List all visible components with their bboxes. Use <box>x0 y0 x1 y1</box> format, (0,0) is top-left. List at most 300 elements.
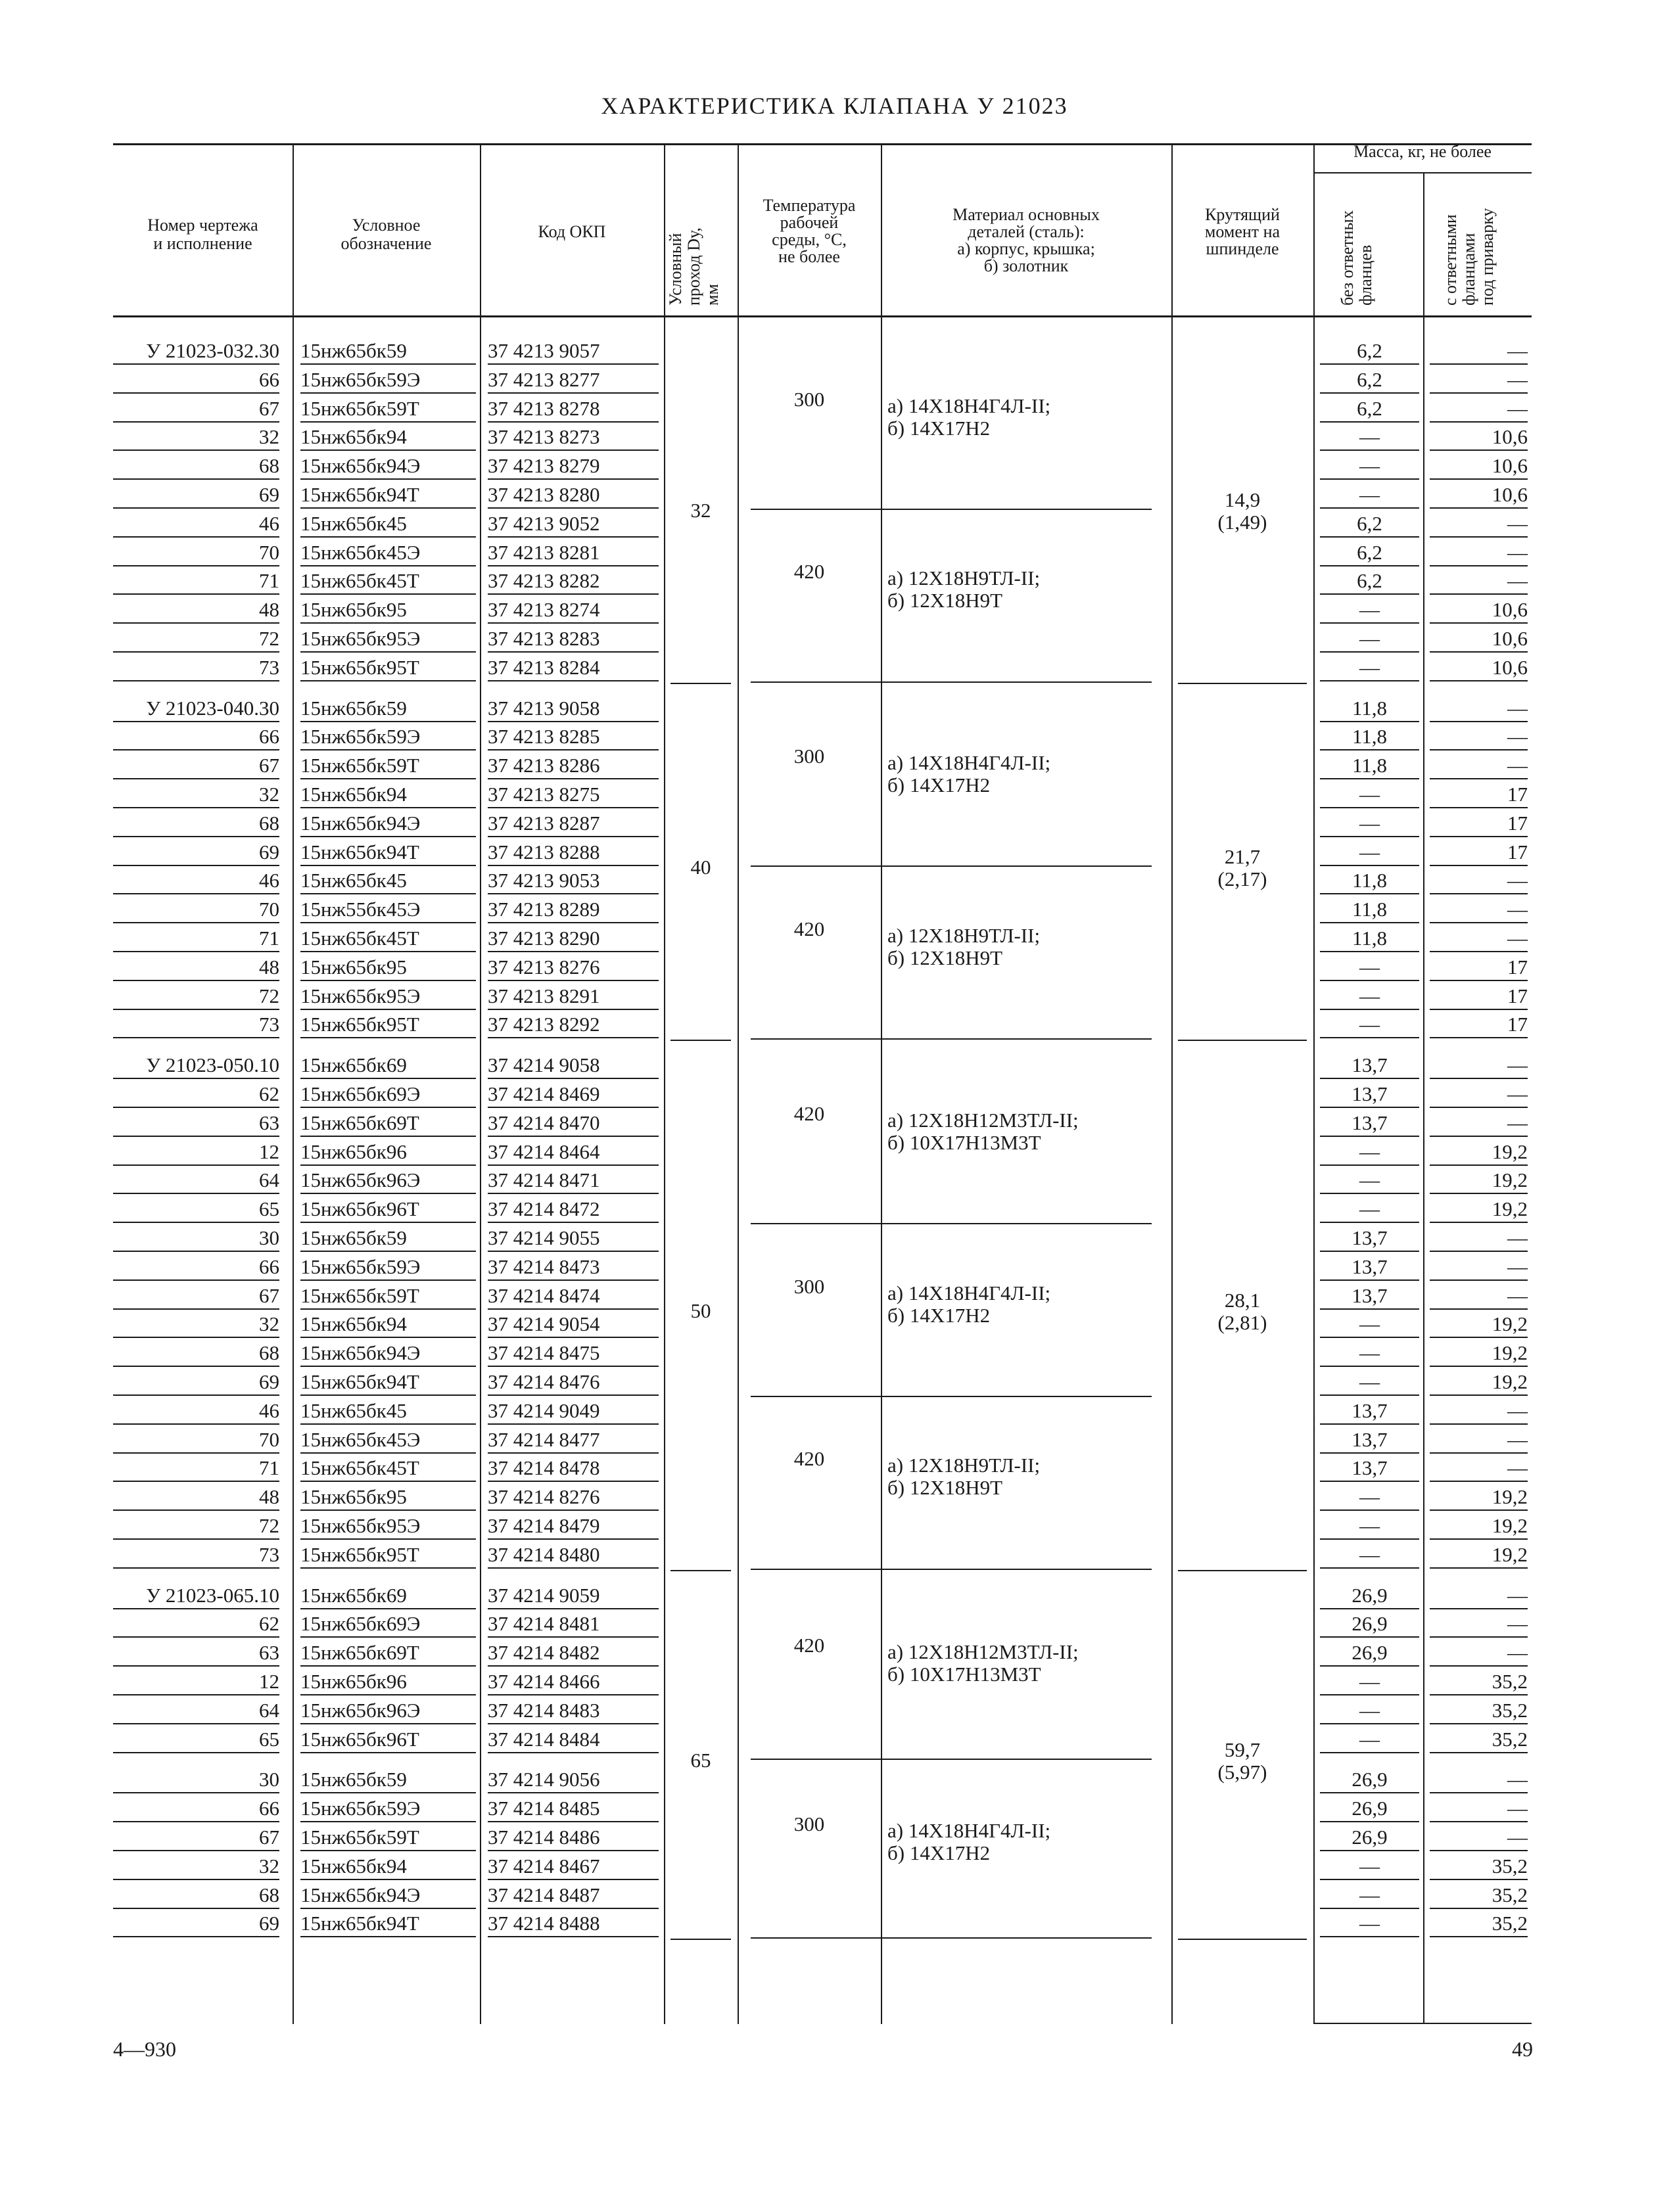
okp-code: 37 4213 8285 <box>488 724 659 750</box>
designation: 15нж65бк45Э <box>300 540 476 566</box>
nominal-diameter: 32 <box>690 498 711 522</box>
temperature: 420 <box>793 1101 825 1125</box>
header-torque: Крутящий <box>1205 205 1280 224</box>
mass-with-flanges: 10,6 <box>1430 597 1528 624</box>
drawing-number: 73 <box>113 1542 279 1569</box>
mass-with-flanges: 10,6 <box>1430 482 1528 509</box>
material-body: а) 12Х18Н9ТЛ-II; <box>887 923 1041 947</box>
column-divider <box>293 143 294 2024</box>
designation: 15нж65бк95Т <box>300 1542 476 1569</box>
drawing-number: 66 <box>113 1255 279 1281</box>
material-body: а) 14Х18Н4Г4Л-II; <box>887 1281 1051 1304</box>
header-nominal-diameter: Условный <box>666 233 685 306</box>
drawing-number: 69 <box>113 1370 279 1396</box>
subgroup-rule <box>751 1038 1152 1040</box>
designation: 15нж65бк45 <box>300 868 476 894</box>
drawing-number: У 21023-040.30 <box>113 696 279 722</box>
mass-with-flanges: 35,2 <box>1430 1727 1528 1753</box>
mass-with-flanges: 17 <box>1430 782 1528 808</box>
okp-code: 37 4213 9058 <box>488 696 659 722</box>
designation: 15нж65бк95Э <box>300 984 476 1010</box>
subgroup-rule <box>751 509 1152 510</box>
mass-without-flanges: — <box>1320 1513 1419 1540</box>
mass-without-flanges: 11,8 <box>1320 926 1419 952</box>
drawing-number: 67 <box>113 396 279 423</box>
mass-without-flanges: — <box>1320 453 1419 480</box>
okp-code: 37 4214 8477 <box>488 1427 659 1454</box>
mass-with-flanges: — <box>1430 1398 1528 1425</box>
mass-with-flanges: 17 <box>1430 840 1528 866</box>
designation: 15нж65бк59Э <box>300 724 476 750</box>
designation: 15нж65бк69 <box>300 1053 476 1079</box>
okp-code: 37 4213 8280 <box>488 482 659 509</box>
header-mass: Масса, кг, не более <box>1353 142 1492 161</box>
mass-without-flanges: — <box>1320 626 1419 653</box>
drawing-number: 67 <box>113 753 279 779</box>
header-material: б) золотник <box>983 256 1069 275</box>
designation: 15нж55бк45Э <box>300 897 476 923</box>
mass-with-flanges: — <box>1430 540 1528 566</box>
mass-without-flanges: 13,7 <box>1320 1111 1419 1137</box>
temperature: 420 <box>793 917 825 940</box>
mass-with-flanges: 19,2 <box>1430 1485 1528 1511</box>
designation: 15нж65бк94Э <box>300 453 476 480</box>
drawing-number: 68 <box>113 1883 279 1909</box>
okp-code: 37 4214 8469 <box>488 1082 659 1108</box>
mass-without-flanges: 26,9 <box>1320 1825 1419 1851</box>
page-number: 49 <box>1512 2037 1533 2061</box>
designation: 15нж65бк95 <box>300 955 476 981</box>
designation: 15нж65бк45Т <box>300 568 476 595</box>
mass-with-flanges: 19,2 <box>1430 1140 1528 1166</box>
mass-without-flanges: 26,9 <box>1320 1640 1419 1667</box>
mass-without-flanges: 11,8 <box>1320 868 1419 894</box>
mass-with-flanges: 35,2 <box>1430 1854 1528 1880</box>
designation: 15нж65бк59Т <box>300 753 476 779</box>
okp-code: 37 4214 8479 <box>488 1513 659 1540</box>
mass-without-flanges: 13,7 <box>1320 1226 1419 1252</box>
mass-with-flanges: — <box>1430 1583 1528 1609</box>
designation: 15нж65бк59 <box>300 1767 476 1793</box>
drawing-number: 64 <box>113 1698 279 1724</box>
drawing-number: 12 <box>113 1669 279 1695</box>
designation: 15нж65бк45Т <box>300 1456 476 1482</box>
designation: 15нж65бк94 <box>300 1854 476 1880</box>
material-body: а) 14Х18Н4Г4Л-II; <box>887 1818 1051 1842</box>
header-mass-with-flanges: с ответными <box>1441 214 1460 306</box>
mass-with-flanges: — <box>1430 511 1528 538</box>
okp-code: 37 4213 8279 <box>488 453 659 480</box>
drawing-number: 12 <box>113 1140 279 1166</box>
designation: 15нж65бк69Э <box>300 1082 476 1108</box>
mass-without-flanges: 6,2 <box>1320 367 1419 394</box>
header-designation: обозначение <box>341 234 432 253</box>
group-rule <box>1178 1040 1307 1041</box>
material-spool: б) 14Х17Н2 <box>887 773 991 797</box>
mass-with-flanges: 17 <box>1430 955 1528 981</box>
mass-header-rule <box>1313 172 1532 173</box>
header-temperature: не более <box>778 247 840 266</box>
drawing-number: 69 <box>113 1911 279 1937</box>
okp-code: 37 4213 8277 <box>488 367 659 394</box>
header-mass-without-flanges: без ответных <box>1338 210 1357 306</box>
designation: 15нж65бк94 <box>300 782 476 808</box>
column-divider <box>1313 143 1315 2024</box>
material-body: а) 12Х18Н9ТЛ-II; <box>887 566 1041 590</box>
mass-without-flanges: — <box>1320 1911 1419 1937</box>
okp-code: 37 4214 9055 <box>488 1226 659 1252</box>
mass-without-flanges: 6,2 <box>1320 568 1419 595</box>
okp-code: 37 4213 9057 <box>488 338 659 365</box>
designation: 15нж65бк45 <box>300 511 476 538</box>
material-spool: б) 12Х18Н9Т <box>887 1476 1003 1500</box>
torque-value: 14,9 <box>1224 488 1261 511</box>
drawing-number: 68 <box>113 1341 279 1367</box>
torque-value-alt: (2,17) <box>1217 867 1267 891</box>
mass-with-flanges: 17 <box>1430 984 1528 1010</box>
okp-code: 37 4214 9049 <box>488 1398 659 1425</box>
mass-with-flanges: — <box>1430 696 1528 722</box>
okp-code: 37 4213 9052 <box>488 511 659 538</box>
mass-without-flanges: 13,7 <box>1320 1283 1419 1310</box>
header-mass-with-flanges: под приварку <box>1478 208 1497 306</box>
okp-code: 37 4214 8482 <box>488 1640 659 1667</box>
designation: 15нж65бк95Э <box>300 1513 476 1540</box>
mass-without-flanges: — <box>1320 1727 1419 1753</box>
group-rule <box>670 1040 731 1041</box>
okp-code: 37 4213 8275 <box>488 782 659 808</box>
mass-with-flanges: 19,2 <box>1430 1197 1528 1223</box>
mass-with-flanges: — <box>1430 568 1528 595</box>
mass-without-flanges: — <box>1320 984 1419 1010</box>
mass-without-flanges: — <box>1320 1698 1419 1724</box>
header-temperature: среды, °С, <box>772 230 847 249</box>
header-nominal-diameter: мм <box>703 284 722 306</box>
drawing-number: 63 <box>113 1640 279 1667</box>
nominal-diameter: 65 <box>690 1749 711 1772</box>
drawing-number: У 21023-050.10 <box>113 1053 279 1079</box>
okp-code: 37 4214 8487 <box>488 1883 659 1909</box>
mass-with-flanges: — <box>1430 1082 1528 1108</box>
drawing-number: 66 <box>113 724 279 750</box>
material-body: а) 12Х18Н12М3ТЛ-II; <box>887 1108 1079 1132</box>
subgroup-rule <box>751 1759 1152 1760</box>
designation: 15нж65бк69Т <box>300 1111 476 1137</box>
drawing-number: У 21023-065.10 <box>113 1583 279 1609</box>
okp-code: 37 4213 8292 <box>488 1012 659 1038</box>
designation: 15нж65бк94Т <box>300 1911 476 1937</box>
designation: 15нж65бк95Э <box>300 626 476 653</box>
mass-with-flanges: — <box>1430 1111 1528 1137</box>
designation: 15нж65бк96 <box>300 1140 476 1166</box>
mass-with-flanges: 19,2 <box>1430 1341 1528 1367</box>
designation: 15нж65бк45Т <box>300 926 476 952</box>
header-drawing-number: Номер чертежа <box>147 216 258 235</box>
mass-with-flanges: 35,2 <box>1430 1669 1528 1695</box>
material-spool: б) 12Х18Н9Т <box>887 946 1003 969</box>
mass-without-flanges: — <box>1320 1341 1419 1367</box>
header-mass-with-flanges: фланцами <box>1459 233 1478 306</box>
mass-with-flanges: 35,2 <box>1430 1911 1528 1937</box>
okp-code: 37 4214 8466 <box>488 1669 659 1695</box>
mass-without-flanges: 13,7 <box>1320 1456 1419 1482</box>
mass-with-flanges: — <box>1430 396 1528 423</box>
drawing-number: 65 <box>113 1727 279 1753</box>
temperature: 300 <box>793 1812 825 1835</box>
drawing-number: 72 <box>113 626 279 653</box>
designation: 15нж65бк94Э <box>300 811 476 837</box>
group-rule <box>670 683 731 684</box>
drawing-number: 32 <box>113 1854 279 1880</box>
okp-code: 37 4213 8276 <box>488 955 659 981</box>
drawing-number: 30 <box>113 1226 279 1252</box>
okp-code: 37 4213 8288 <box>488 840 659 866</box>
mass-without-flanges: — <box>1320 1542 1419 1569</box>
drawing-number: 71 <box>113 568 279 595</box>
designation: 15нж65бк96Т <box>300 1727 476 1753</box>
drawing-number: 70 <box>113 897 279 923</box>
mass-without-flanges: 26,9 <box>1320 1583 1419 1609</box>
okp-code: 37 4213 8278 <box>488 396 659 423</box>
designation: 15нж65бк59 <box>300 696 476 722</box>
designation: 15нж65бк45Э <box>300 1427 476 1454</box>
designation: 15нж65бк94Э <box>300 1341 476 1367</box>
okp-code: 37 4214 8481 <box>488 1611 659 1638</box>
mass-without-flanges: 6,2 <box>1320 396 1419 423</box>
okp-code: 37 4214 9059 <box>488 1583 659 1609</box>
mass-without-flanges: 6,2 <box>1320 511 1419 538</box>
drawing-number: 69 <box>113 840 279 866</box>
subgroup-rule <box>751 1396 1152 1397</box>
column-divider <box>881 143 882 2024</box>
designation: 15нж65бк94 <box>300 425 476 451</box>
mass-with-flanges: — <box>1430 1283 1528 1310</box>
torque-value-alt: (2,81) <box>1217 1311 1267 1335</box>
temperature: 420 <box>793 560 825 584</box>
mass-without-flanges: — <box>1320 840 1419 866</box>
mass-with-flanges: — <box>1430 338 1528 365</box>
mass-with-flanges: — <box>1430 753 1528 779</box>
header-material: а) корпус, крышка; <box>957 239 1095 258</box>
material-spool: б) 10Х17Н13М3Т <box>887 1662 1041 1686</box>
mass-without-flanges: — <box>1320 955 1419 981</box>
designation: 15нж65бк96Т <box>300 1197 476 1223</box>
mass-without-flanges: 6,2 <box>1320 338 1419 365</box>
material-body: а) 12Х18Н12М3ТЛ-II; <box>887 1640 1079 1663</box>
mass-with-flanges: 17 <box>1430 811 1528 837</box>
material-spool: б) 12Х18Н9Т <box>887 589 1003 612</box>
designation: 15нж65бк59 <box>300 338 476 365</box>
okp-code: 37 4214 8476 <box>488 1370 659 1396</box>
group-rule <box>1178 1939 1307 1940</box>
mass-without-flanges: — <box>1320 1370 1419 1396</box>
material-body: а) 12Х18Н9ТЛ-II; <box>887 1454 1041 1477</box>
okp-code: 37 4214 8464 <box>488 1140 659 1166</box>
mass-with-flanges: 35,2 <box>1430 1698 1528 1724</box>
drawing-number: 46 <box>113 1398 279 1425</box>
okp-code: 37 4214 8471 <box>488 1168 659 1194</box>
material-spool: б) 10Х17Н13М3Т <box>887 1130 1041 1154</box>
header-designation: Условное <box>352 216 421 235</box>
torque-value-alt: (5,97) <box>1217 1761 1267 1784</box>
material-body: а) 14Х18Н4Г4Л-II; <box>887 751 1051 775</box>
designation: 15нж65бк96Э <box>300 1698 476 1724</box>
mass-with-flanges: — <box>1430 1611 1528 1638</box>
designation: 15нж65бк45 <box>300 1398 476 1425</box>
header-drawing-number: и исполнение <box>153 234 252 253</box>
mass-without-flanges: — <box>1320 482 1419 509</box>
material-spool: б) 14Х17Н2 <box>887 416 991 440</box>
drawing-number: 68 <box>113 811 279 837</box>
mass-with-flanges: 19,2 <box>1430 1312 1528 1338</box>
okp-code: 37 4214 8486 <box>488 1825 659 1851</box>
header-nominal-diameter: проход Dу, <box>684 227 703 306</box>
mass-without-flanges: — <box>1320 811 1419 837</box>
mass-without-flanges: — <box>1320 1197 1419 1223</box>
mass-without-flanges: — <box>1320 1140 1419 1166</box>
nominal-diameter: 50 <box>690 1299 711 1323</box>
mass-with-flanges: — <box>1430 1456 1528 1482</box>
designation: 15нж65бк95Т <box>300 1012 476 1038</box>
drawing-number: 71 <box>113 926 279 952</box>
group-rule <box>1178 1570 1307 1571</box>
subgroup-rule <box>751 1569 1152 1570</box>
designation: 15нж65бк59Т <box>300 1825 476 1851</box>
designation: 15нж65бк96Э <box>300 1168 476 1194</box>
designation: 15нж65бк95 <box>300 597 476 624</box>
designation: 15нж65бк94Т <box>300 1370 476 1396</box>
subgroup-rule <box>751 1223 1152 1224</box>
subgroup-rule <box>751 1937 1152 1939</box>
okp-code: 37 4214 8483 <box>488 1698 659 1724</box>
okp-code: 37 4214 8276 <box>488 1485 659 1511</box>
group-rule <box>670 1939 731 1940</box>
mass-without-flanges: — <box>1320 425 1419 451</box>
header-material: Материал основных <box>952 205 1100 224</box>
drawing-number: 46 <box>113 868 279 894</box>
mass-without-flanges: 11,8 <box>1320 696 1419 722</box>
torque-value: 28,1 <box>1224 1289 1261 1312</box>
header-torque: шпинделе <box>1206 239 1279 258</box>
drawing-number: 46 <box>113 511 279 538</box>
header-mass-without-flanges: фланцев <box>1356 244 1375 306</box>
drawing-number: У 21023-032.30 <box>113 338 279 365</box>
mass-without-flanges: — <box>1320 1883 1419 1909</box>
drawing-number: 66 <box>113 1796 279 1822</box>
mass-without-flanges: 6,2 <box>1320 540 1419 566</box>
temperature: 300 <box>793 745 825 768</box>
drawing-number: 73 <box>113 655 279 681</box>
okp-code: 37 4214 8473 <box>488 1255 659 1281</box>
mass-without-flanges: 26,9 <box>1320 1767 1419 1793</box>
mass-without-flanges: — <box>1320 782 1419 808</box>
column-divider <box>664 143 665 2024</box>
okp-code: 37 4214 8470 <box>488 1111 659 1137</box>
header-okp-code: Код ОКП <box>538 222 606 241</box>
okp-code: 37 4213 8281 <box>488 540 659 566</box>
designation: 15нж65бк69 <box>300 1583 476 1609</box>
temperature: 300 <box>793 1274 825 1298</box>
mass-without-flanges: — <box>1320 597 1419 624</box>
mass-without-flanges: 13,7 <box>1320 1255 1419 1281</box>
mass-with-flanges: 19,2 <box>1430 1370 1528 1396</box>
mass-without-flanges: — <box>1320 1312 1419 1338</box>
mass-without-flanges: 26,9 <box>1320 1796 1419 1822</box>
drawing-number: 70 <box>113 540 279 566</box>
designation: 15нж65бк95Т <box>300 655 476 681</box>
mass-with-flanges: 35,2 <box>1430 1883 1528 1909</box>
mass-with-flanges: 10,6 <box>1430 655 1528 681</box>
designation: 15нж65бк69Э <box>300 1611 476 1638</box>
okp-code: 37 4214 8480 <box>488 1542 659 1569</box>
drawing-number: 70 <box>113 1427 279 1454</box>
mass-with-flanges: 19,2 <box>1430 1168 1528 1194</box>
mass-with-flanges: — <box>1430 1053 1528 1079</box>
mass-with-flanges: — <box>1430 1226 1528 1252</box>
mass-with-flanges: 10,6 <box>1430 425 1528 451</box>
designation: 15нж65бк94Э <box>300 1883 476 1909</box>
mass-with-flanges: — <box>1430 1640 1528 1667</box>
mass-without-flanges: 26,9 <box>1320 1611 1419 1638</box>
header-material: деталей (сталь): <box>968 222 1085 241</box>
drawing-number: 71 <box>113 1456 279 1482</box>
okp-code: 37 4214 8485 <box>488 1796 659 1822</box>
header-temperature: Температура <box>763 196 856 215</box>
drawing-number: 64 <box>113 1168 279 1194</box>
group-rule <box>670 1570 731 1571</box>
mass-without-flanges: 13,7 <box>1320 1053 1419 1079</box>
mass-bottom-rule <box>1313 2023 1532 2024</box>
designation: 15нж65бк59 <box>300 1226 476 1252</box>
material-spool: б) 14Х17Н2 <box>887 1841 991 1864</box>
mass-without-flanges: 11,8 <box>1320 724 1419 750</box>
mass-with-flanges: — <box>1430 1427 1528 1454</box>
drawing-number: 65 <box>113 1197 279 1223</box>
mass-with-flanges: 10,6 <box>1430 453 1528 480</box>
okp-code: 37 4213 8290 <box>488 926 659 952</box>
column-divider <box>738 143 739 2024</box>
okp-code: 37 4214 8478 <box>488 1456 659 1482</box>
okp-code: 37 4214 8475 <box>488 1341 659 1367</box>
drawing-number: 32 <box>113 782 279 808</box>
header-bottom-rule <box>113 315 1532 317</box>
designation: 15нж65бк59Т <box>300 1283 476 1310</box>
okp-code: 37 4214 8474 <box>488 1283 659 1310</box>
designation: 15нж65бк69Т <box>300 1640 476 1667</box>
drawing-number: 32 <box>113 1312 279 1338</box>
mass-with-flanges: — <box>1430 724 1528 750</box>
okp-code: 37 4213 9053 <box>488 868 659 894</box>
mass-with-flanges: 17 <box>1430 1012 1528 1038</box>
designation: 15нж65бк94 <box>300 1312 476 1338</box>
mass-without-flanges: — <box>1320 1669 1419 1695</box>
drawing-number: 73 <box>113 1012 279 1038</box>
mass-without-flanges: 13,7 <box>1320 1398 1419 1425</box>
drawing-number: 68 <box>113 453 279 480</box>
okp-code: 37 4213 8287 <box>488 811 659 837</box>
okp-code: 37 4213 8283 <box>488 626 659 653</box>
drawing-number: 48 <box>113 1485 279 1511</box>
mass-without-flanges: — <box>1320 655 1419 681</box>
column-divider <box>1423 172 1424 2024</box>
mass-with-flanges: — <box>1430 897 1528 923</box>
okp-code: 37 4213 8274 <box>488 597 659 624</box>
mass-with-flanges: — <box>1430 1796 1528 1822</box>
okp-code: 37 4213 8284 <box>488 655 659 681</box>
okp-code: 37 4213 8291 <box>488 984 659 1010</box>
mass-without-flanges: 11,8 <box>1320 753 1419 779</box>
okp-code: 37 4214 9054 <box>488 1312 659 1338</box>
